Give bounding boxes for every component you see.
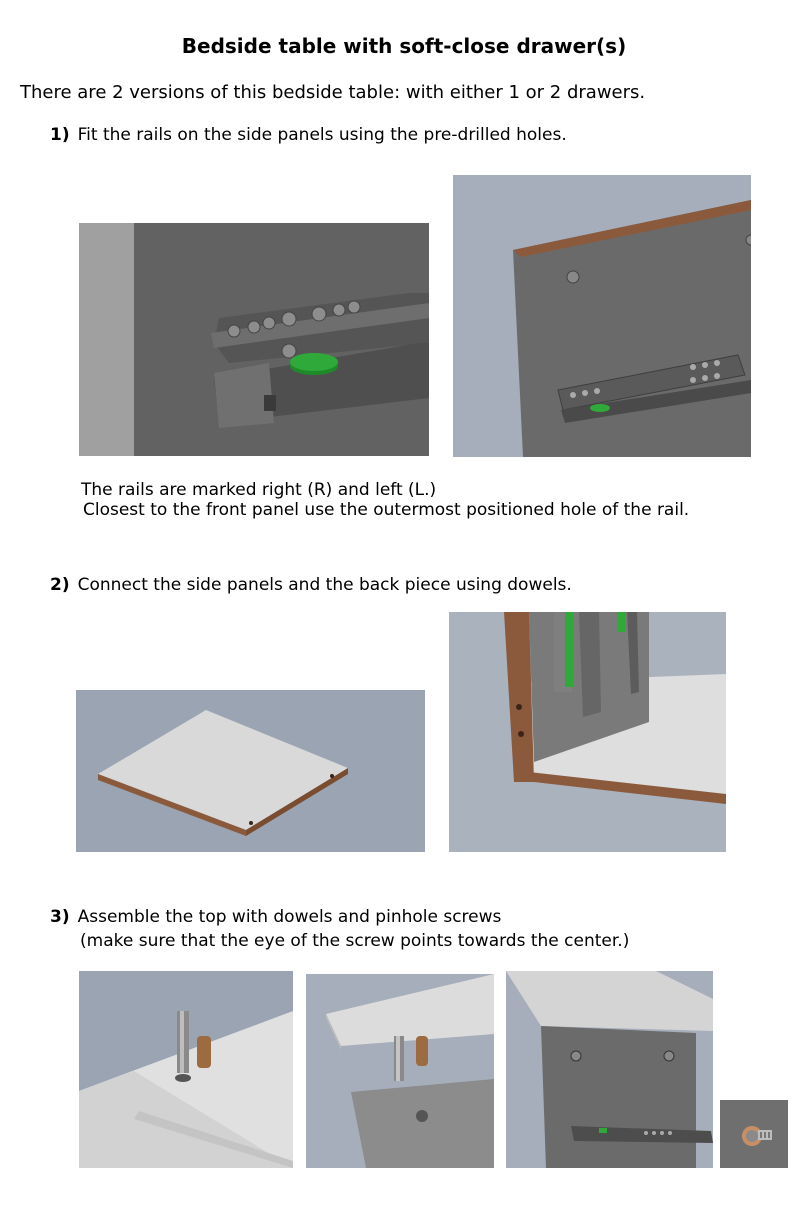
step-1-note-2: Closest to the front panel use the outermost positioned hole of the rail. xyxy=(83,500,690,520)
top-panel-dowel-image xyxy=(306,974,494,1168)
rail-closeup-image xyxy=(79,223,429,456)
step-1 xyxy=(50,125,567,145)
step-3 xyxy=(50,907,501,927)
step-2 xyxy=(50,575,572,595)
document-title: Bedside table with soft-close drawer(s) xyxy=(181,34,627,58)
side-panel-rail-image xyxy=(453,175,751,457)
intro-text: There are 2 versions of this bedside table: with either 1 or 2 drawers. xyxy=(20,82,646,103)
assembled-top-image xyxy=(506,971,713,1168)
step-2-number: 2) xyxy=(50,575,70,595)
step-3-subtext: (make sure that the eye of the screw points towards the center.) xyxy=(80,931,630,951)
side-panel-connection-image xyxy=(449,612,726,852)
back-piece-image xyxy=(76,690,425,852)
pinhole-screw-detail-image xyxy=(720,1100,788,1168)
step-1-text: Fit the rails on the side panels using the pre-drilled holes. xyxy=(77,125,567,145)
step-1-number: 1) xyxy=(50,125,70,145)
step-1-note-1: The rails are marked right (R) and left (L.) xyxy=(81,480,437,500)
step-2-text: Connect the side panels and the back piece using dowels. xyxy=(77,575,572,595)
dowel-screw-top-image xyxy=(79,971,293,1168)
step-3-number: 3) xyxy=(50,907,70,927)
step-3-text: Assemble the top with dowels and pinhole screws xyxy=(77,907,502,927)
